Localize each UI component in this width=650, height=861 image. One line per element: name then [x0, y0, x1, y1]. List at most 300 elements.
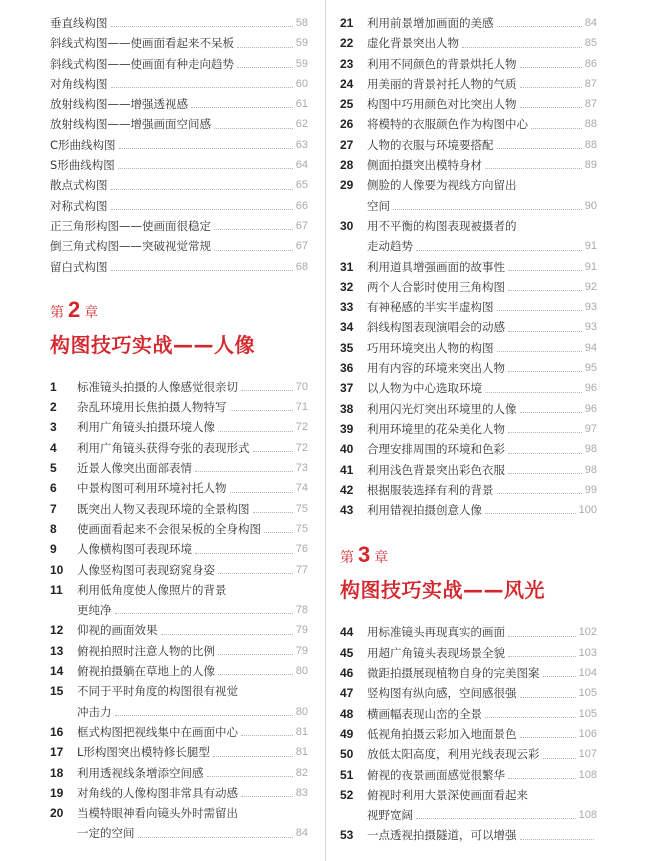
toc-entry-continuation [340, 196, 597, 216]
entry-number: 2 [50, 400, 57, 415]
toc-entry[interactable] [340, 683, 597, 703]
toc-entry[interactable] [50, 478, 308, 498]
entry-number: 35 [340, 340, 354, 355]
entry-title: 俯视拍摄躺在草地上的人像 [77, 664, 215, 679]
toc-entry[interactable] [340, 155, 597, 175]
dot-leader [214, 128, 293, 129]
toc-entry[interactable] [50, 783, 308, 803]
entry-title: 侧脸的人像要为视线方向留出 [367, 178, 517, 193]
toc-entry[interactable] [340, 175, 597, 216]
chapter-number: 2 [68, 296, 81, 322]
toc-entry-row [50, 397, 308, 417]
chapter-2-entry-list-continued [340, 13, 597, 520]
dot-leader [497, 493, 582, 494]
page-number: 98 [584, 443, 597, 456]
dot-leader [543, 676, 576, 677]
page-number: 62 [295, 118, 308, 131]
toc-entry[interactable] [340, 94, 597, 114]
entry-number: 10 [50, 562, 64, 577]
chapter-prefix: 第 [50, 304, 64, 321]
page-number: 79 [295, 644, 308, 657]
entry-title: 斜线式构图——使画面看起来不呆板 [50, 36, 234, 51]
page-number: 83 [295, 786, 308, 799]
page-number: 96 [584, 402, 597, 415]
dot-leader [520, 107, 582, 108]
page-number: 92 [584, 280, 597, 293]
toc-entry-row [340, 622, 597, 642]
toc-entry-row [50, 377, 308, 397]
page-number: 75 [295, 522, 308, 535]
dot-leader [253, 512, 293, 513]
entry-title: 放射线构图——增强透视感 [50, 97, 188, 112]
page-number: 87 [584, 77, 597, 90]
entry-title: 利用不同颜色的背景烘托人物 [367, 56, 517, 71]
page-number: 95 [584, 362, 597, 375]
dot-leader [497, 351, 582, 352]
page-number: 66 [295, 199, 308, 212]
entry-number: 36 [340, 361, 354, 376]
page-number: 107 [578, 748, 597, 761]
toc-entry[interactable] [50, 722, 308, 742]
page-number: 100 [578, 504, 597, 517]
entry-title: 仰视的画面效果 [77, 623, 158, 638]
entry-number: 53 [340, 828, 354, 843]
page-number: 80 [295, 665, 308, 678]
page-number: 108 [578, 809, 597, 822]
page-number: 84 [584, 17, 597, 29]
entry-number: 22 [340, 36, 354, 51]
entry-number: 13 [50, 643, 64, 658]
toc-entry[interactable] [50, 803, 308, 844]
entry-title: 斜线式构图——使画面有种走向趋势 [50, 56, 234, 71]
toc-entry-row [340, 297, 597, 317]
entry-title-continued: 更纯净 [77, 603, 112, 618]
entry-title: 有神秘感的半实半虚构图 [367, 300, 494, 315]
toc-entry-row [340, 724, 597, 744]
page-number: 63 [295, 138, 308, 151]
dot-leader [115, 613, 293, 614]
toc-entry-row [340, 399, 597, 419]
dot-leader [213, 756, 293, 757]
toc-entry-row [50, 54, 308, 74]
dot-leader [508, 656, 576, 657]
entry-title: 利用环境里的花朵美化人物 [367, 421, 505, 436]
entry-number: 15 [50, 684, 64, 699]
page-number: 79 [295, 624, 308, 637]
dot-leader [520, 697, 576, 698]
toc-entry-row [340, 785, 597, 805]
dot-leader [508, 453, 582, 454]
dot-leader [393, 209, 582, 210]
entry-title: 对称式构图 [50, 198, 108, 213]
page-number: 80 [295, 705, 308, 718]
entry-title-continued: 空间 [367, 198, 390, 213]
entry-number: 32 [340, 279, 354, 294]
dot-leader [416, 818, 576, 819]
entry-title: 利用透视线条增添空间感 [77, 765, 204, 780]
toc-entry-row [50, 499, 308, 519]
entry-number: 30 [340, 218, 354, 233]
column-divider [325, 0, 326, 861]
entry-title: 利用道具增强画面的故事性 [367, 259, 505, 274]
entry-number: 20 [50, 806, 64, 821]
dot-leader [485, 513, 576, 514]
dot-leader [508, 290, 582, 291]
dot-leader [253, 451, 293, 452]
entry-number: 17 [50, 745, 64, 760]
entry-title: 中景构图可利用环境衬托人物 [77, 481, 227, 496]
entry-number: 28 [340, 158, 354, 173]
toc-entry-row [340, 338, 597, 358]
entry-number: 51 [340, 767, 354, 782]
toc-entry[interactable] [50, 236, 308, 256]
dot-leader [214, 229, 293, 230]
toc-entry[interactable] [50, 155, 308, 175]
toc-entry[interactable] [340, 317, 597, 337]
page-number: 81 [295, 725, 308, 738]
toc-entry[interactable] [50, 681, 308, 722]
entry-number: 49 [340, 726, 354, 741]
toc-entry[interactable] [340, 338, 597, 358]
page-number: 68 [295, 260, 308, 273]
toc-entry[interactable] [50, 661, 308, 681]
entry-title: C形曲线构图 [50, 137, 116, 152]
toc-entry[interactable] [50, 54, 308, 74]
dot-leader [195, 553, 293, 554]
chapter-suffix: 章 [374, 550, 389, 567]
chapter-3-entry-list [340, 622, 597, 845]
toc-entry-row [50, 458, 308, 478]
entry-title-continued: 一定的空间 [77, 826, 135, 841]
toc-entry[interactable] [50, 196, 308, 216]
toc-entry[interactable] [340, 33, 597, 53]
dot-leader [497, 26, 582, 27]
chapter-2-entry-list [50, 377, 308, 844]
entry-title: 近景人像突出面部表情 [77, 461, 192, 476]
dot-leader [230, 492, 293, 493]
toc-entry-row [340, 257, 597, 277]
dot-leader [111, 26, 293, 27]
entry-title: 利用前景增加画面的美感 [367, 16, 494, 30]
dot-leader [138, 837, 293, 838]
dot-leader [195, 471, 293, 472]
chapter-1-continued-list [50, 13, 308, 277]
page-number: 89 [584, 159, 597, 172]
toc-entry[interactable] [340, 785, 597, 826]
toc-entry[interactable] [340, 54, 597, 74]
toc-entry[interactable] [340, 724, 597, 744]
entry-number: 4 [50, 440, 57, 455]
entry-title: 不同于平时角度的构图很有视觉 [77, 684, 238, 699]
entry-number: 18 [50, 765, 64, 780]
toc-entry[interactable] [340, 419, 597, 439]
page-number: 105 [578, 707, 597, 720]
toc-entry-continuation [50, 823, 308, 843]
page-number: 106 [578, 727, 597, 740]
page-number: 108 [578, 768, 597, 781]
toc-entry[interactable] [50, 74, 308, 94]
toc-entry[interactable] [340, 257, 597, 277]
entry-number: 12 [50, 623, 64, 638]
toc-entry[interactable] [50, 33, 308, 53]
entry-number: 31 [340, 259, 354, 274]
page-number: 93 [584, 321, 597, 334]
toc-entry[interactable] [50, 175, 308, 195]
toc-entry-row [50, 661, 308, 681]
entry-title: 对角线构图 [50, 76, 108, 91]
toc-entry-row [50, 438, 308, 458]
page-number: 85 [584, 37, 597, 50]
entry-number: 19 [50, 785, 64, 800]
page-number: 65 [295, 179, 308, 192]
entry-title: 用超广角镜头表现场景全貌 [367, 645, 505, 660]
dot-leader [115, 715, 293, 716]
page-number: 84 [295, 827, 308, 840]
toc-entry-row [50, 33, 308, 53]
toc-entry-row [340, 419, 597, 439]
entry-title: 放低太阳高度，利用光线表现云彩 [367, 747, 540, 762]
toc-entry-row [50, 539, 308, 559]
entry-title: 构图中巧用颜色对比突出人物 [367, 97, 517, 112]
entry-title: 使画面看起来不会很呆板的全身构图 [77, 521, 261, 536]
toc-entry[interactable] [340, 399, 597, 419]
entry-title: 人像竖构图可表现窈窕身姿 [77, 562, 215, 577]
toc-entry[interactable] [340, 358, 597, 378]
entry-title-continued: 冲击力 [77, 704, 112, 719]
dot-leader [218, 654, 293, 655]
dot-leader [111, 209, 293, 210]
toc-entry-row [50, 641, 308, 661]
entry-title: 利用浅色背景突出彩色衣服 [367, 462, 505, 477]
toc-entry[interactable] [50, 13, 308, 33]
toc-entry[interactable] [340, 13, 597, 33]
dot-leader [241, 735, 293, 736]
entry-number: 8 [50, 521, 57, 536]
toc-entry[interactable] [50, 620, 308, 640]
entry-title: 利用广角镜头获得夸张的表现形式 [77, 440, 250, 455]
toc-entry-row [340, 13, 597, 33]
entry-number: 38 [340, 401, 354, 416]
toc-entry[interactable] [50, 641, 308, 661]
toc-entry-row [340, 704, 597, 724]
toc-entry[interactable] [50, 458, 308, 478]
entry-title: 竖构图有纵向感，空间感很强 [367, 686, 517, 701]
toc-entry-row [340, 744, 597, 764]
chapter-title: 构图技巧实战——人像 [50, 332, 255, 357]
entry-title: 标准镜头拍摄的人像感觉很亲切 [77, 379, 238, 394]
page-number: 97 [584, 422, 597, 435]
entry-number: 37 [340, 381, 354, 396]
page-number: 94 [584, 341, 597, 354]
toc-entry-row [50, 620, 308, 640]
toc-entry-row [340, 825, 597, 845]
toc-entry[interactable] [340, 439, 597, 459]
toc-entry-row [340, 480, 597, 500]
page-number: 59 [295, 57, 308, 70]
dot-leader [508, 432, 582, 433]
entry-number: 45 [340, 645, 354, 660]
toc-entry-continuation [50, 702, 308, 722]
entry-title: 垂直线构图 [50, 16, 108, 30]
page-number: 75 [295, 502, 308, 515]
toc-entry-row [340, 33, 597, 53]
toc-entry[interactable] [340, 622, 597, 642]
toc-entry[interactable] [50, 580, 308, 621]
dot-leader [520, 737, 576, 738]
entry-number: 1 [50, 379, 57, 394]
toc-entry[interactable] [50, 438, 308, 458]
toc-entry-row [50, 216, 308, 236]
entry-title: 以人物为中心选取环境 [367, 381, 482, 396]
page-number: 81 [295, 746, 308, 759]
entry-title: 俯视的夜景画面感觉很繁华 [367, 767, 505, 782]
entry-title: 人像横构图可表现环境 [77, 542, 192, 557]
toc-entry[interactable] [340, 216, 597, 257]
toc-entry[interactable] [340, 500, 597, 520]
toc-entry-row [50, 13, 308, 33]
toc-entry[interactable] [50, 377, 308, 397]
toc-entry[interactable] [50, 499, 308, 519]
page-number: 105 [578, 687, 597, 700]
chapter-3-heading [340, 540, 597, 606]
page-number: 58 [295, 17, 308, 29]
toc-entry[interactable] [340, 643, 597, 663]
dot-leader [485, 392, 582, 393]
entry-title: 虚化背景突出人物 [367, 36, 459, 51]
page-number: 59 [295, 37, 308, 50]
entry-title: 人物的衣服与环境要搭配 [367, 137, 494, 152]
toc-entry-row [340, 277, 597, 297]
page-number: 96 [584, 382, 597, 395]
entry-number: 29 [340, 178, 354, 193]
entry-number: 48 [340, 706, 354, 721]
page-number: 82 [295, 766, 308, 779]
toc-entry[interactable] [50, 216, 308, 236]
toc-entry[interactable] [340, 277, 597, 297]
chapter-prefix: 第 [340, 550, 354, 567]
toc-entry-row [340, 378, 597, 398]
entry-title: 利用低角度使人像照片的背景 [77, 582, 227, 597]
dot-leader [111, 270, 293, 271]
toc-entry-row [50, 580, 308, 600]
toc-entry[interactable] [50, 257, 308, 277]
toc-entry-row [340, 175, 597, 195]
toc-entry[interactable] [50, 763, 308, 783]
entry-title: 对角线的人像构图非常具有动感 [77, 785, 238, 800]
entry-number: 16 [50, 724, 64, 739]
page-number: 61 [295, 98, 308, 111]
toc-entry-row [340, 663, 597, 683]
toc-entry[interactable] [340, 765, 597, 785]
toc-entry[interactable] [340, 460, 597, 480]
page-number: 88 [584, 138, 597, 151]
toc-entry[interactable] [340, 74, 597, 94]
entry-title-continued: 视野宽阔 [367, 808, 413, 823]
toc-entry-row [50, 175, 308, 195]
toc-entry[interactable] [340, 378, 597, 398]
page-number: 98 [584, 463, 597, 476]
entry-number: 27 [340, 137, 354, 152]
toc-entry[interactable] [50, 539, 308, 559]
dot-leader [111, 189, 293, 190]
dot-leader [237, 67, 293, 68]
entry-title: 用标准镜头再现真实的画面 [367, 625, 505, 640]
entry-number: 6 [50, 481, 57, 496]
page-number: 74 [295, 482, 308, 495]
toc-entry-row [50, 417, 308, 437]
entry-number: 41 [340, 462, 354, 477]
dot-leader [264, 532, 293, 533]
toc-entry[interactable] [50, 417, 308, 437]
toc-entry[interactable] [340, 825, 597, 845]
toc-entry-row [50, 74, 308, 94]
dot-leader [218, 431, 293, 432]
dot-leader [497, 310, 582, 311]
page-number: 86 [584, 57, 597, 70]
toc-entry-row [50, 560, 308, 580]
page-number: 67 [295, 219, 308, 232]
dot-leader [508, 636, 576, 637]
entry-number: 25 [340, 97, 354, 112]
toc-entry[interactable] [50, 135, 308, 155]
entry-title-continued: 走动趋势 [367, 239, 413, 254]
toc-entry[interactable] [50, 114, 308, 134]
dot-leader [508, 778, 576, 779]
entry-title: 框式构图把视线集中在画面中心 [77, 724, 238, 739]
toc-entry[interactable] [340, 114, 597, 134]
toc-entry[interactable] [340, 135, 597, 155]
toc-entry-continuation [340, 805, 597, 825]
entry-title: 两个人合影时使用三角构图 [367, 279, 505, 294]
entry-title: 利用闪光灯突出环境里的人像 [367, 401, 517, 416]
entry-title: 根据服装选择有利的背景 [367, 482, 494, 497]
toc-entry[interactable] [50, 560, 308, 580]
page-number: 91 [584, 260, 597, 273]
dot-leader [485, 717, 576, 718]
toc-entry[interactable] [50, 94, 308, 114]
page-number: 67 [295, 240, 308, 253]
entry-title: 利用错视拍摄创意人像 [367, 503, 482, 518]
page-number: 72 [295, 441, 308, 454]
chapter-number: 3 [358, 542, 371, 568]
dot-leader [508, 270, 582, 271]
entry-title: 用美丽的背景衬托人物的气质 [367, 76, 517, 91]
toc-entry[interactable] [340, 663, 597, 683]
toc-entry[interactable] [340, 744, 597, 764]
dot-leader [520, 839, 595, 840]
entry-number: 33 [340, 300, 354, 315]
toc-entry-row [340, 94, 597, 114]
dot-leader [241, 390, 293, 391]
page-number: 64 [295, 159, 308, 172]
dot-leader [508, 371, 582, 372]
toc-entry[interactable] [340, 704, 597, 724]
page-number: 71 [295, 401, 308, 414]
toc-entry-row [340, 643, 597, 663]
toc-entry[interactable] [50, 397, 308, 417]
toc-entry-row [50, 783, 308, 803]
toc-entry[interactable] [340, 480, 597, 500]
toc-entry[interactable] [50, 519, 308, 539]
toc-entry[interactable] [340, 297, 597, 317]
entry-number: 11 [50, 582, 63, 597]
toc-right-column [340, 13, 597, 846]
dot-leader [416, 250, 582, 251]
entry-title: 一点透视拍摄隧道，可以增强 [367, 828, 517, 843]
dot-leader [520, 87, 582, 88]
toc-entry-row [50, 681, 308, 701]
toc-entry[interactable] [50, 742, 308, 762]
